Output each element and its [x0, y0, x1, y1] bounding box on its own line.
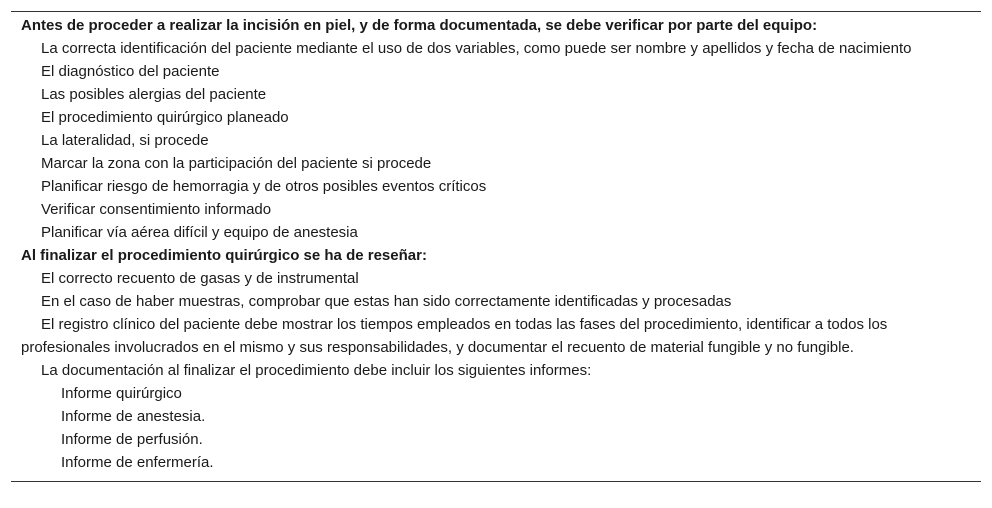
list-item: El correcto recuento de gasas y de instrumental [41, 270, 359, 287]
list-item: La correcta identificación del paciente mediante el uso de dos variables, como puede ser nombre y apellidos y fecha de nacimiento [41, 40, 912, 57]
report-item: Informe de enfermería. [61, 454, 214, 471]
report-item: Informe quirúrgico [61, 385, 182, 402]
list-item: Verificar consentimiento informado [41, 201, 272, 218]
list-item: Las posibles alergias del paciente [41, 86, 267, 103]
list-item: La lateralidad, si procede [41, 132, 209, 149]
checklist-table [11, 11, 981, 482]
report-item: Informe de perfusión. [61, 431, 203, 448]
list-item: La documentación al finalizar el procedimiento debe incluir los siguientes informes: [41, 362, 592, 379]
list-item: El registro clínico del paciente debe mostrar los tiempos empleados en todas las fases del procedimiento, identificar a todos los profesionales involucrados en el mismo y sus responsabilidades, y documentar el recuento de material fungible y no fungible. [21, 316, 888, 356]
report-item: Informe de anestesia. [61, 408, 206, 425]
section-heading-after-procedure: Al finalizar el procedimiento quirúrgico se ha de reseñar: [21, 247, 427, 264]
list-item: El diagnóstico del paciente [41, 63, 220, 80]
list-item: Planificar vía aérea difícil y equipo de anestesia [41, 224, 358, 241]
list-item: El procedimiento quirúrgico planeado [41, 109, 289, 126]
list-item: En el caso de haber muestras, comprobar que estas han sido correctamente identificadas y procesadas [41, 293, 732, 310]
list-item: Planificar riesgo de hemorragia y de otros posibles eventos críticos [41, 178, 487, 195]
section-heading-before-incision: Antes de proceder a realizar la incisión en piel, y de forma documentada, se debe verificar por parte del equipo: [21, 17, 818, 34]
list-item: Marcar la zona con la participación del paciente si procede [41, 155, 432, 172]
